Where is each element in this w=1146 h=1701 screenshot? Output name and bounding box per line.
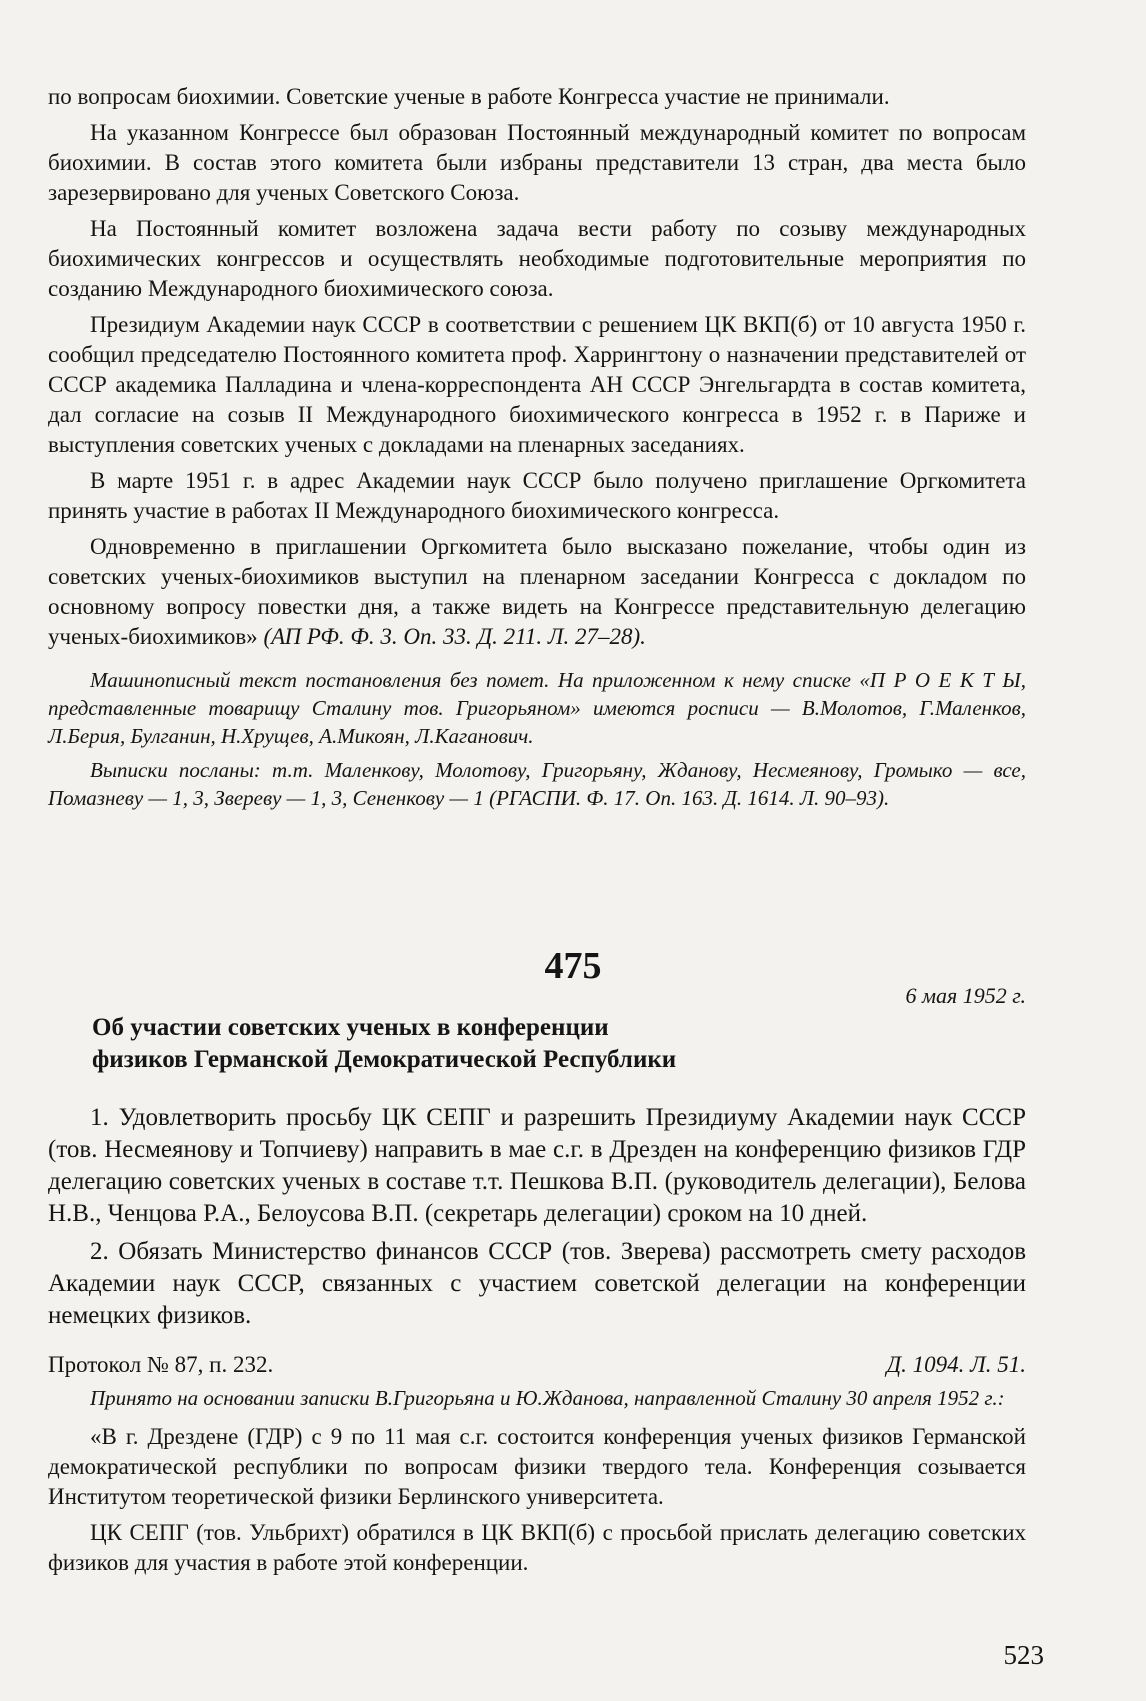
document-date: 6 мая 1952 г. [905,983,1026,1008]
paragraph: Президиум Академии наук СССР в соответствии с решением ЦК ВКП(б) от 10 августа 1950 г. сообщил председателю Постоянного комитета проф. Харрингтону о назначении представителей от СССР академика Палладина и члена-корреспондента АН СССР Энгельгардта в состав комитета, дал согласие на созыв II Международного биохимического конгресса в 1952 г. в Париже и выступления советских ученых с докладами на пленарных заседаниях. [48,312,1026,457]
editorial-note: Принято на основании записки В.Григорьяна и Ю.Жданова, направленной Сталину 30 апреля 1952 г.: [90,1386,1005,1410]
document-title [92,1012,676,1076]
paragraph-text: Одновременно в приглашении Оргкомитета было высказано пожелание, чтобы один из советских ученых-биохимиков выступил на пленарном заседании Конгресса с докладом по основному вопросу повестки дня, а также видеть на Конгрессе представительную делегацию ученых-биохимиков» [48,534,1026,649]
paragraph: На Постоянный комитет возложена задача вести работу по созыву международных биохимических конгрессов и осуществлять необходимые подготовительные мероприятия по созданию Международного биохимического союза. [48,216,1026,301]
paragraph [48,532,1026,652]
quote-paragraph: ЦК СЕПГ (тов. Ульбрихт) обратился в ЦК ВКП(б) с просьбой прислать делегацию советских физиков для участия в работе этой конференции. [48,1520,1026,1575]
resolution-item: 1. Удовлетворить просьбу ЦК СЕПГ и разрешить Президиуму Академии наук СССР (тов. Несмеянову и Топчиеву) направить в мае с.г. в Дрезден на конференцию физиков ГДР делегацию советских ученых в составе т.т. Пешкова В.П. (руководитель делегации), Белова Н.В., Ченцова Р.А., Белоусова В.П. (секретарь делегации) сроком на 10 дней. [48,1104,1026,1227]
resolution-items [48,1102,1026,1332]
editorial-note: Машинописный текст постановления без помет. На приложенном к нему списке «П Р О Е К Т Ы, представленные товарищу Сталину тов. Григорьяном» имеются росписи — В.Молотов, Г.Маленков, Л.Берия, Булганин, Н.Хрущев, А.Микоян, Л.Каганович. [48,668,1026,748]
protocol-reference [48,1350,1026,1380]
section-continuation [48,82,1026,812]
quote-paragraph: «В г. Дрездене (ГДР) с 9 по 11 мая с.г. состоится конференция ученых физиков Германской демократической республики по вопросам физики твердого тела. Конференция созывается Институтом теоретической физики Берлинского университета. [48,1424,1026,1509]
document-number: 475 [544,945,602,987]
title-line: физиков Германской Демократической Республики [92,1046,677,1073]
source-note-block [48,1384,1026,1578]
paragraph: по вопросам биохимии. Советские ученые в работе Конгресса участие не принимали. [48,84,890,109]
archive-citation: (АП РФ. Ф. 3. Оп. 33. Д. 211. Л. 27–28). [263,624,646,649]
page-number: 523 [1003,1640,1044,1670]
protocol-number: Протокол № 87, п. 232. [48,1352,274,1377]
archive-citation: Д. 1094. Л. 51. [886,1352,1026,1377]
paragraph: В марте 1951 г. в адрес Академии наук СССР было получено приглашение Оргкомитета принять участие в работах II Международного биохимического конгресса. [48,468,1026,523]
resolution-item: 2. Обязать Министерство финансов СССР (тов. Зверева) рассмотреть смету расходов Академии наук СССР, связанных с участием советской делегации на конференции немецких физиков. [48,1238,1026,1329]
title-line: Об участии советских ученых в конференции [92,1014,609,1041]
editorial-note: Выписки посланы: т.т. Маленкову, Молотову, Григорьяну, Жданову, Несмеянову, Громыко — все, Помазневу — 1, 3, Звереву — 1, 3, Сененкову — 1 (РГАСПИ. Ф. 17. Оп. 163. Д. 1614. Л. 90–93). [48,758,1026,810]
paragraph: На указанном Конгрессе был образован Постоянный международный комитет по вопросам биохимии. В состав этого комитета были избраны представители 13 стран, два места было зарезервировано для ученых Советского Союза. [48,120,1026,205]
